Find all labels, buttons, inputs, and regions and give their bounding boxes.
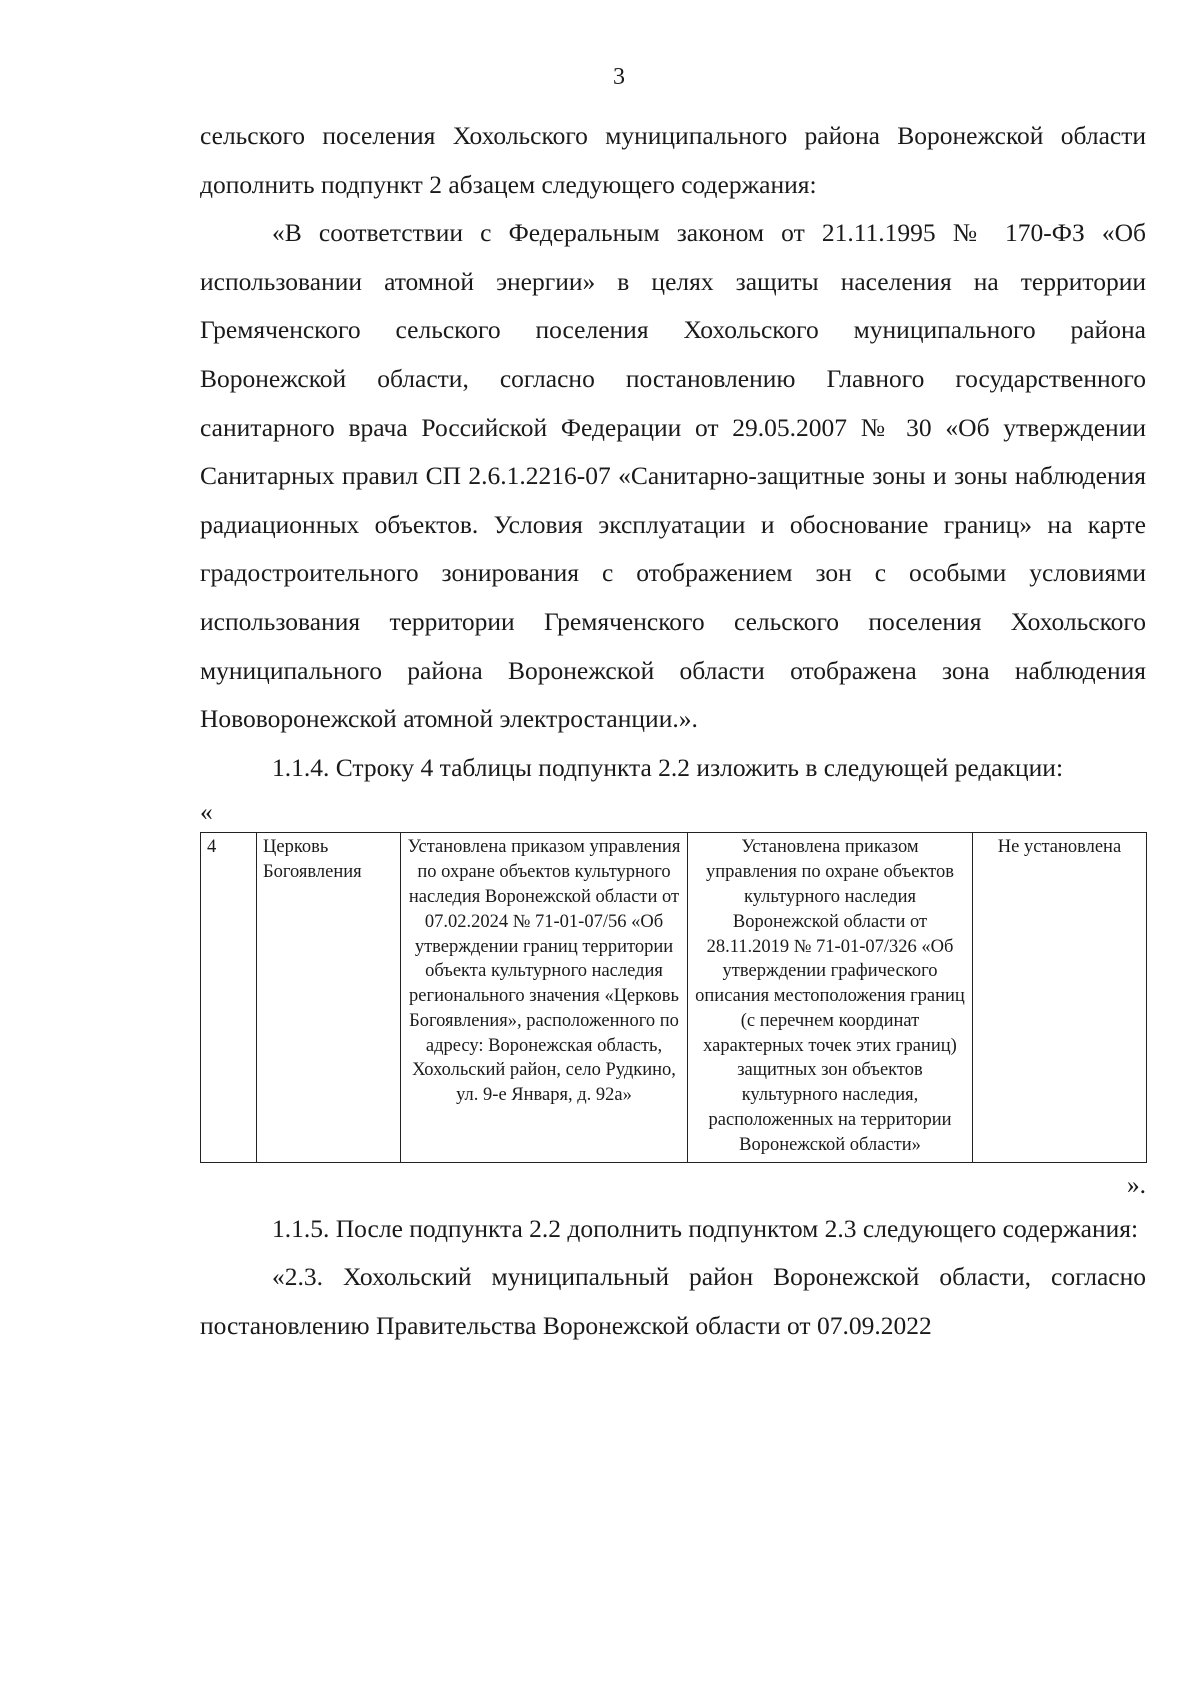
table-row [201, 833, 1147, 1162]
document-body [200, 112, 1146, 1350]
paragraph-continuation: сельского поселения Хохольского муниципального района Воронежской области дополнить подпункт 2 абзацем следующего содержания: [200, 121, 1146, 199]
quote-open-mark: « [200, 797, 213, 827]
page-number: 3 [613, 64, 625, 90]
cell-object-name: Церковь Богоявления [257, 833, 401, 1162]
paragraph-quote-atomic: «В соответствии с Федеральным законом от 21.11.1995 № 170-ФЗ «Об использовании атомной энергии» в целях защиты населения на территории Гремяченского сельского поселения Хохольского муниципального района Воронежской области, согласно постановлению Главного государственного санитарного врача Российской Федерации от 29.05.2007 № 30 «Об утверждении Санитарных правил СП 2.6.1.2216-07 «Санитарно-защитные зоны и зоны наблюдения радиационных объектов. Условия эксплуатации и обоснование границ» на карте градостроительного зонирования с отображением зон с особыми условиями использования территории Гремяченского сельского поселения Хохольского муниципального района Воронежской области отображена зона наблюдения Нововоронежской атомной электростанции.». [200, 218, 1146, 734]
paragraph-2-3: «2.3. Хохольский муниципальный район Воронежской области, согласно постановлению Правительства Воронежской области от 07.09.2022 [200, 1262, 1146, 1340]
cell-territory: Установлена приказом управления по охране объектов культурного наследия Воронежской области от 07.02.2024 № 71-01-07/56 «Об утверждении границ территории объекта культурного наследия регионального значения «Церковь Богоявления», расположенного по адресу: Воронежская область, Хохольский район, село Рудкино, ул. 9-е Января, д. 92а» [401, 833, 688, 1162]
cell-number: 4 [201, 833, 257, 1162]
quote-close-mark: ». [1126, 1169, 1146, 1199]
paragraph-1-1-4: 1.1.4. Строку 4 таблицы подпункта 2.2 изложить в следующей редакции: [272, 752, 1064, 782]
amendment-table [200, 832, 1147, 1162]
paragraph-1-1-5: 1.1.5. После подпункта 2.2 дополнить подпунктом 2.3 следующего содержания: [272, 1213, 1139, 1243]
cell-protection-zone: Установлена приказом управления по охране объектов культурного наследия Воронежской области от 28.11.2019 № 71-01-07/326 «Об утверждении графического описания местоположения границ (с перечнем координат характерных точек этих границ) защитных зон объектов культурного наследия, расположенных на территории Воронежской области» [688, 833, 973, 1162]
cell-other: Не установлена [973, 833, 1147, 1162]
